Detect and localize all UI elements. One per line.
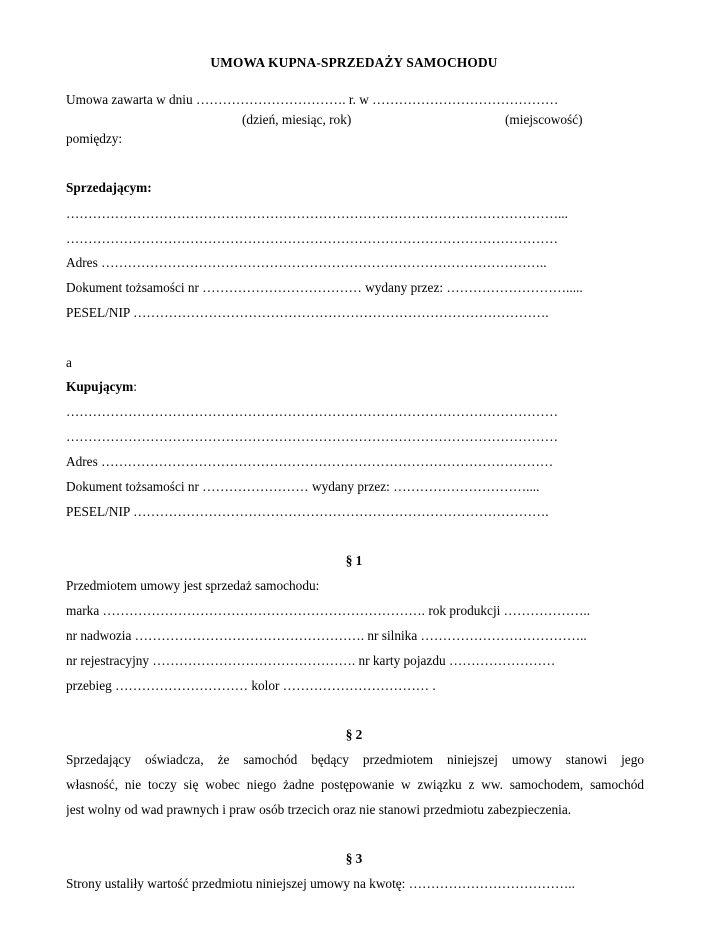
mileage-color-line: przebieg ………………………… kolor …………………………… . [66, 678, 436, 693]
intro-line: Umowa zawarta w dniu ……………………………. r. w …………………………………… [66, 92, 559, 107]
seller-name-line-1: …………………………………………………………………………………………………... [66, 206, 568, 221]
section-3-heading: § 3 [345, 851, 363, 866]
buyer-name-line-2: ………………………………………………………………………………………………… [66, 429, 558, 444]
buyer-heading-colon: : [133, 379, 137, 394]
and-word: a [66, 355, 72, 370]
buyer-heading-text: Kupującym [66, 379, 134, 394]
seller-id-document: Dokument tożsamości nr ……………………………… wydany przez: ………………………..... [66, 280, 583, 295]
registration-line: nr rejestracyjny ………………………………………. nr karty pojazdu …………………… [66, 653, 556, 668]
document-title: UMOWA KUPNA-SPRZEDAŻY SAMOCHODU [210, 55, 498, 70]
section-2-line-3: jest wolny od wad prawnych i praw osób trzecich oraz nie stanowi przedmiotu zabezpieczenia. [66, 802, 572, 817]
seller-name-line-2: ………………………………………………………………………………………………… [66, 231, 558, 246]
section-1-intro: Przedmiotem umowy jest sprzedaż samochodu: [66, 578, 320, 593]
date-hint: (dzień, miesiąc, rok) [242, 112, 352, 127]
section-2-heading: § 2 [345, 727, 363, 742]
buyer-id-document: Dokument tożsamości nr …………………… wydany przez: ………………………….... [66, 479, 540, 494]
section-3-line-1: Strony ustaliły wartość przedmiotu niniejszej umowy na kwotę: ……………………………….. [66, 876, 575, 891]
car-make-line: marka ………………………………………………………………. rok produkcji ……………….. [66, 603, 591, 618]
place-hint: (miejscowość) [505, 112, 583, 127]
seller-address: Adres ……………………………………………………………………………………….. [66, 255, 547, 270]
section-2-line-2: własność, nie toczy się wobec niego żadne postępowanie w związku z ww. samochodem, samochód [66, 777, 644, 792]
section-1-heading: § 1 [345, 553, 363, 568]
seller-pesel: PESEL/NIP …………………………………………………………………………………. [66, 305, 549, 320]
buyer-heading [66, 379, 646, 395]
seller-heading: Sprzedającym: [66, 180, 152, 195]
section-2-line-1: Sprzedający oświadcza, że samochód będący przedmiotem niniejszej umowy stanowi jego [66, 752, 644, 767]
buyer-address: Adres ………………………………………………………………………………………… [66, 454, 554, 469]
between-label: pomiędzy: [66, 131, 123, 146]
buyer-name-line-1: ………………………………………………………………………………………………… [66, 404, 558, 419]
buyer-pesel: PESEL/NIP …………………………………………………………………………………. [66, 504, 549, 519]
vin-engine-line: nr nadwozia ……………………………………………. nr silnika ……………………………….. [66, 628, 587, 643]
